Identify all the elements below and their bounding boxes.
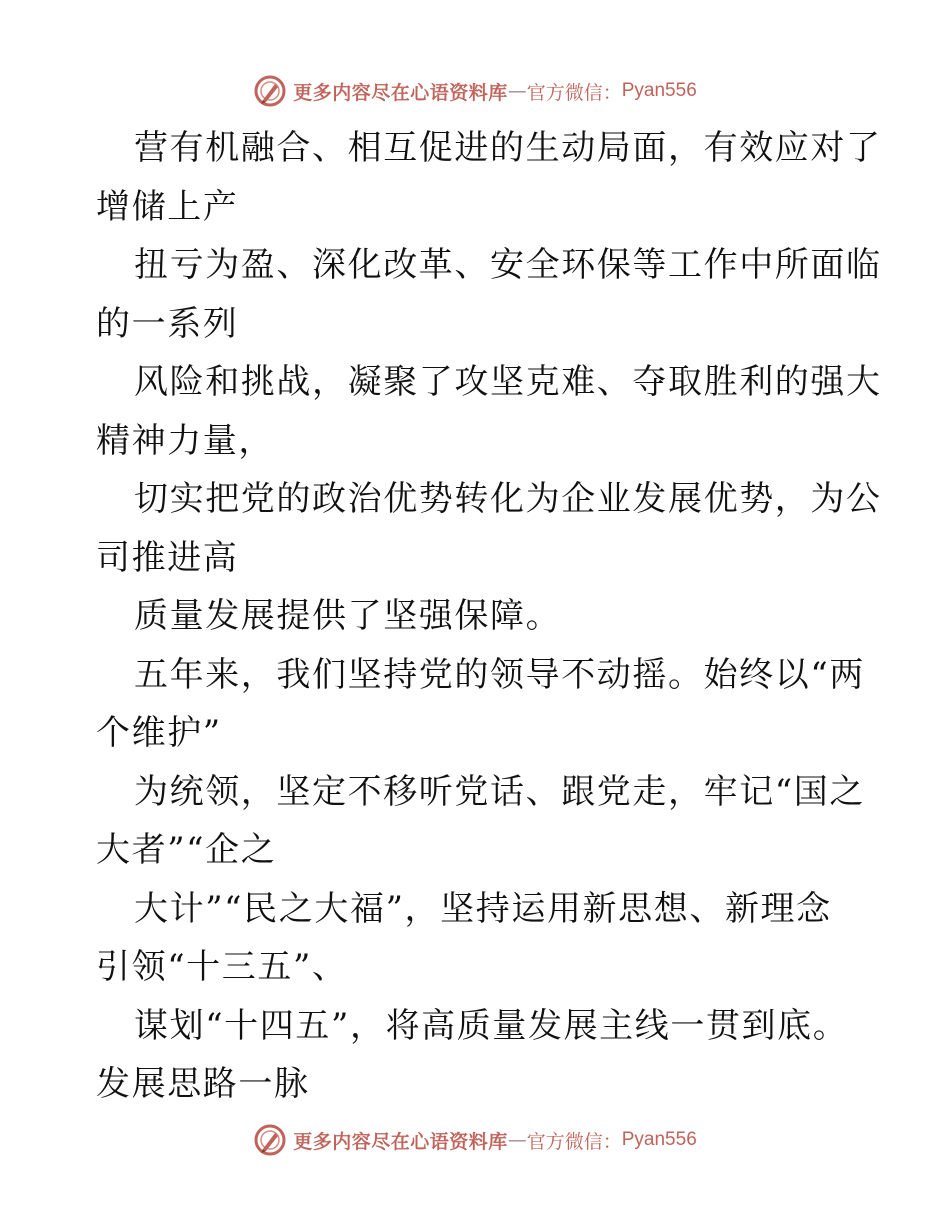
body-line: 扭亏为盈、深化改革、安全环保等工作中所面临 bbox=[134, 245, 882, 285]
banner-contact-label: 官方微信： bbox=[526, 81, 622, 104]
document-body bbox=[96, 119, 882, 1114]
body-line: 司推进高 bbox=[96, 537, 239, 578]
body-line: 精神力量， bbox=[96, 420, 274, 461]
body-line: 风险和挑战，凝聚了攻坚克难、夺取胜利的强大 bbox=[134, 362, 882, 402]
footer-banner bbox=[0, 1120, 950, 1160]
banner-wechat-handle: Pyan556 bbox=[621, 1129, 697, 1150]
body-line: 发展思路一脉 bbox=[96, 1064, 310, 1104]
body-line: 个维护” bbox=[96, 713, 222, 753]
body-line: 谋划“十四五”，将高质量发展主线一贯到底。 bbox=[134, 1005, 849, 1046]
banner-brand-text: 更多内容尽在心语资料库 bbox=[293, 81, 508, 104]
body-line: 质量发展提供了坚强保障。 bbox=[134, 596, 562, 636]
body-line: 为统领，坚定不移听党话、跟党走，牢记“国之 bbox=[134, 771, 865, 812]
body-line: 大者”“企之 bbox=[96, 830, 277, 870]
header-banner bbox=[0, 71, 950, 111]
body-line: 大计”“民之大福”，坚持运用新思想、新理念 bbox=[134, 888, 832, 929]
banner-contact-label: 官方微信： bbox=[526, 1130, 622, 1153]
banner-brand-text: 更多内容尽在心语资料库 bbox=[293, 1130, 508, 1153]
pen-logo-icon bbox=[253, 1123, 287, 1157]
body-line: 的一系列 bbox=[96, 303, 239, 344]
body-line: 引领“十三五”、 bbox=[96, 947, 348, 987]
body-line: 切实把党的政治优势转化为企业发展优势，为公 bbox=[134, 479, 882, 519]
pen-logo-icon bbox=[253, 74, 287, 108]
body-line: 五年来，我们坚持党的领导不动摇。始终以“两 bbox=[134, 654, 865, 695]
body-line: 增储上产 bbox=[96, 186, 239, 227]
banner-separator: — bbox=[507, 1129, 527, 1151]
body-line: 营有机融合、相互促进的生动局面，有效应对了 bbox=[134, 128, 882, 168]
banner-wechat-handle: Pyan556 bbox=[621, 80, 697, 101]
banner-separator: — bbox=[507, 80, 527, 102]
